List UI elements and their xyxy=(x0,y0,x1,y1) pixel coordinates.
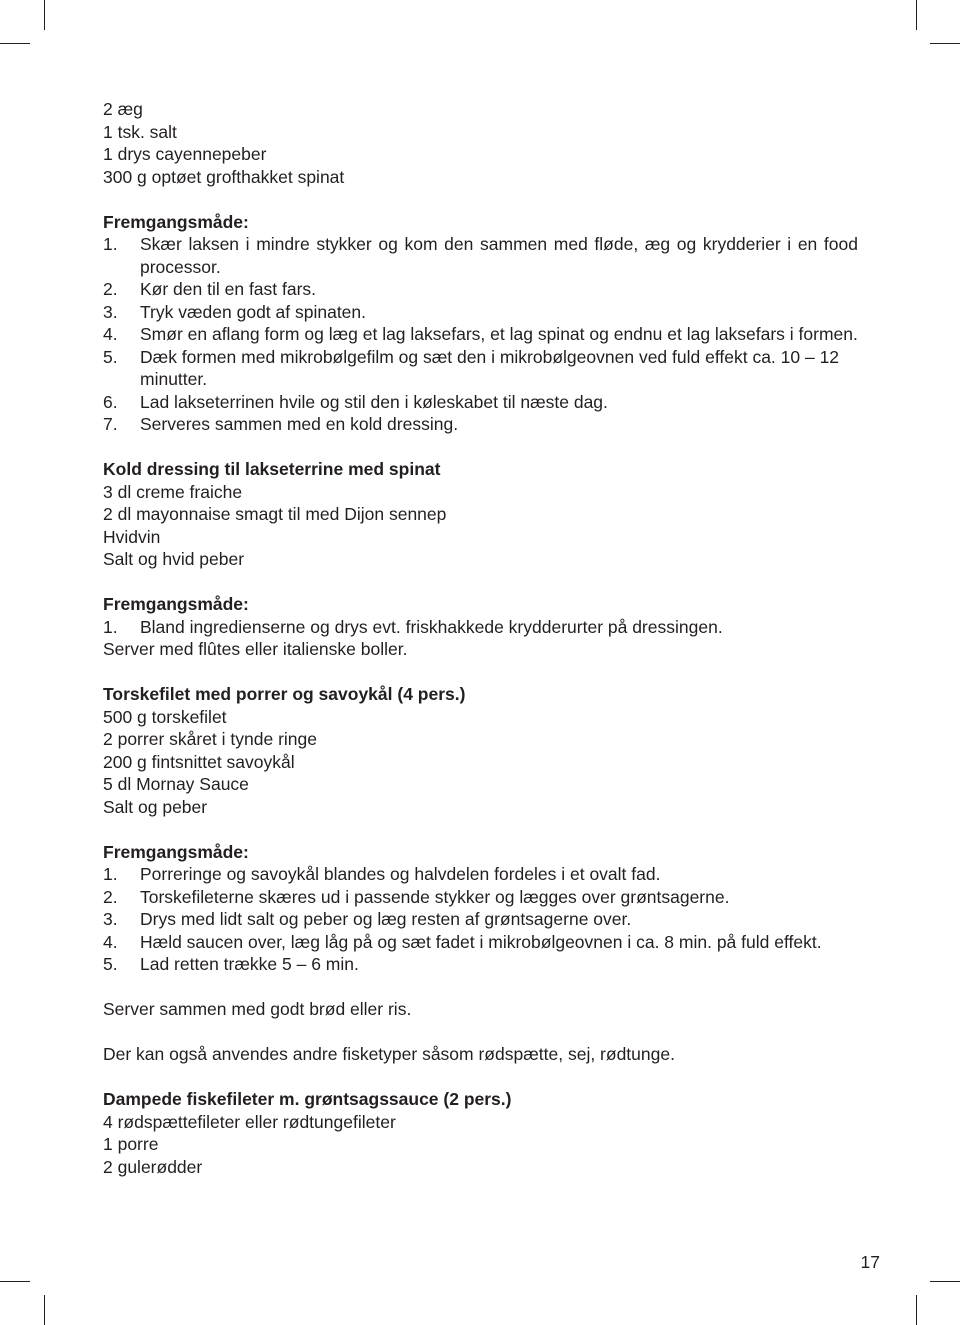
ingredient-line: 2 porrer skåret i tynde ringe xyxy=(103,729,317,749)
step-number: 7. xyxy=(103,414,118,434)
step-text: Lad retten trække 5 – 6 min. xyxy=(140,954,359,974)
spacer xyxy=(103,1066,858,1089)
crop-mark-top-left-vertical xyxy=(44,0,45,30)
step-number: 3. xyxy=(103,909,118,929)
crop-mark-top-right-vertical xyxy=(916,0,917,30)
step-number: 4. xyxy=(103,324,118,344)
spacer xyxy=(103,436,858,459)
serving-note: Server sammen med godt brød eller ris. xyxy=(103,999,412,1019)
ingredient-line: Hvidvin xyxy=(103,526,161,547)
ingredient-line: 1 drys cayennepeber xyxy=(103,144,267,164)
ingredient-line: 3 dl creme fraiche xyxy=(103,481,243,502)
recipe-title: Kold dressing til lakseterrine med spinat xyxy=(103,459,441,479)
crop-mark-bottom-left-vertical xyxy=(44,1295,45,1325)
step-text: Hæld saucen over, læg låg på og sæt fadet i mikrobølgeovnen i ca. 8 min. på fuld effekt. xyxy=(140,931,822,952)
recipe-title: Torskefilet med porrer og savoykål (4 pers.) xyxy=(103,684,466,704)
step-number: 5. xyxy=(103,954,118,974)
recipe-title: Dampede fiskefileter m. grøntsagssauce (2 pers.) xyxy=(103,1089,512,1109)
ingredient-line: 2 gulerødder xyxy=(103,1156,203,1177)
spacer xyxy=(103,188,858,211)
ingredient-line: 2 æg xyxy=(103,99,143,119)
ingredient-line: 200 g fintsnittet savoykål xyxy=(103,751,295,772)
method-step xyxy=(103,323,858,346)
recipe-dressing xyxy=(103,458,858,661)
method-step xyxy=(103,233,858,278)
page-number: 17 xyxy=(860,1252,880,1272)
method-step xyxy=(103,278,858,301)
step-text: Bland ingredienserne og drys evt. friskhakkede krydderurter på dressingen. xyxy=(140,616,723,637)
variation-note: Der kan også anvendes andre fisketyper såsom rødspætte, sej, rødtunge. xyxy=(103,1044,675,1064)
ingredient-line: 5 dl Mornay Sauce xyxy=(103,774,249,794)
ingredient-line: 2 dl mayonnaise smagt til med Dijon sennep xyxy=(103,504,447,524)
method-step xyxy=(103,863,858,886)
method-heading: Fremgangsmåde: xyxy=(103,594,249,614)
ingredient-line: 1 porre xyxy=(103,1134,159,1154)
ingredient-line: Salt og peber xyxy=(103,796,208,817)
step-number: 4. xyxy=(103,931,118,952)
crop-mark-top-left-horizontal xyxy=(0,43,30,44)
step-text: Smør en aflang form og læg et lag laksefars, et lag spinat og endnu et lag laksefars i formen. xyxy=(140,324,858,344)
ingredient-line: 500 g torskefilet xyxy=(103,706,227,727)
ingredient-line: 300 g optøet grofthakket spinat xyxy=(103,166,345,187)
ingredient-line: 4 rødspættefileter eller rødtungefileter xyxy=(103,1111,396,1132)
method-step xyxy=(103,391,858,414)
step-number: 5. xyxy=(103,346,118,367)
step-number: 6. xyxy=(103,391,118,412)
crop-mark-bottom-left-horizontal xyxy=(0,1281,30,1282)
spacer xyxy=(103,1021,858,1044)
step-text: Torskefileterne skæres ud i passende stykker og lægges over grøntsagerne. xyxy=(140,886,730,907)
step-text: Dæk formen med mikrobølgefilm og sæt den i mikrobølgeovnen ved fuld effekt ca. 10 – 12 minutter. xyxy=(140,346,840,389)
serving-note: Server med flûtes eller italienske boller. xyxy=(103,639,408,659)
crop-mark-bottom-right-horizontal xyxy=(930,1281,960,1282)
method-step xyxy=(103,413,858,436)
step-number: 1. xyxy=(103,234,118,254)
step-number: 3. xyxy=(103,301,118,322)
spacer xyxy=(103,661,858,684)
method-section-terrine xyxy=(103,211,858,436)
step-text: Lad lakseterrinen hvile og stil den i køleskabet til næste dag. xyxy=(140,391,608,412)
method-heading: Fremgangsmåde: xyxy=(103,841,249,862)
method-step xyxy=(103,908,858,931)
recipe-dampede-fiskefileter xyxy=(103,1088,858,1178)
method-step xyxy=(103,931,858,954)
step-text: Serveres sammen med en kold dressing. xyxy=(140,414,459,434)
method-step xyxy=(103,616,858,639)
method-step xyxy=(103,886,858,909)
method-step xyxy=(103,346,858,391)
ingredient-line: Salt og hvid peber xyxy=(103,549,245,569)
step-text: Skær laksen i mindre stykker og kom den sammen med fløde, æg og krydderier i en food processor. xyxy=(140,234,858,277)
step-number: 2. xyxy=(103,279,118,299)
ingredient-line: 1 tsk. salt xyxy=(103,121,177,142)
spacer xyxy=(103,571,858,594)
spacer xyxy=(103,818,858,841)
recipe-torskefilet xyxy=(103,683,858,1066)
step-number: 1. xyxy=(103,864,118,884)
method-step xyxy=(103,953,858,976)
method-heading: Fremgangsmåde: xyxy=(103,211,249,232)
step-number: 1. xyxy=(103,616,118,637)
spacer xyxy=(103,976,858,999)
method-step xyxy=(103,301,858,324)
crop-mark-top-right-horizontal xyxy=(930,43,960,44)
step-number: 2. xyxy=(103,886,118,907)
step-text: Porreringe og savoykål blandes og halvdelen fordeles i et ovalt fad. xyxy=(140,864,661,884)
step-text: Drys med lidt salt og peber og læg resten af grøntsagerne over. xyxy=(140,909,632,929)
page-content xyxy=(103,98,858,1178)
step-text: Kør den til en fast fars. xyxy=(140,279,317,299)
crop-mark-bottom-right-vertical xyxy=(916,1295,917,1325)
ingredient-list-top xyxy=(103,98,858,188)
step-text: Tryk væden godt af spinaten. xyxy=(140,301,367,322)
